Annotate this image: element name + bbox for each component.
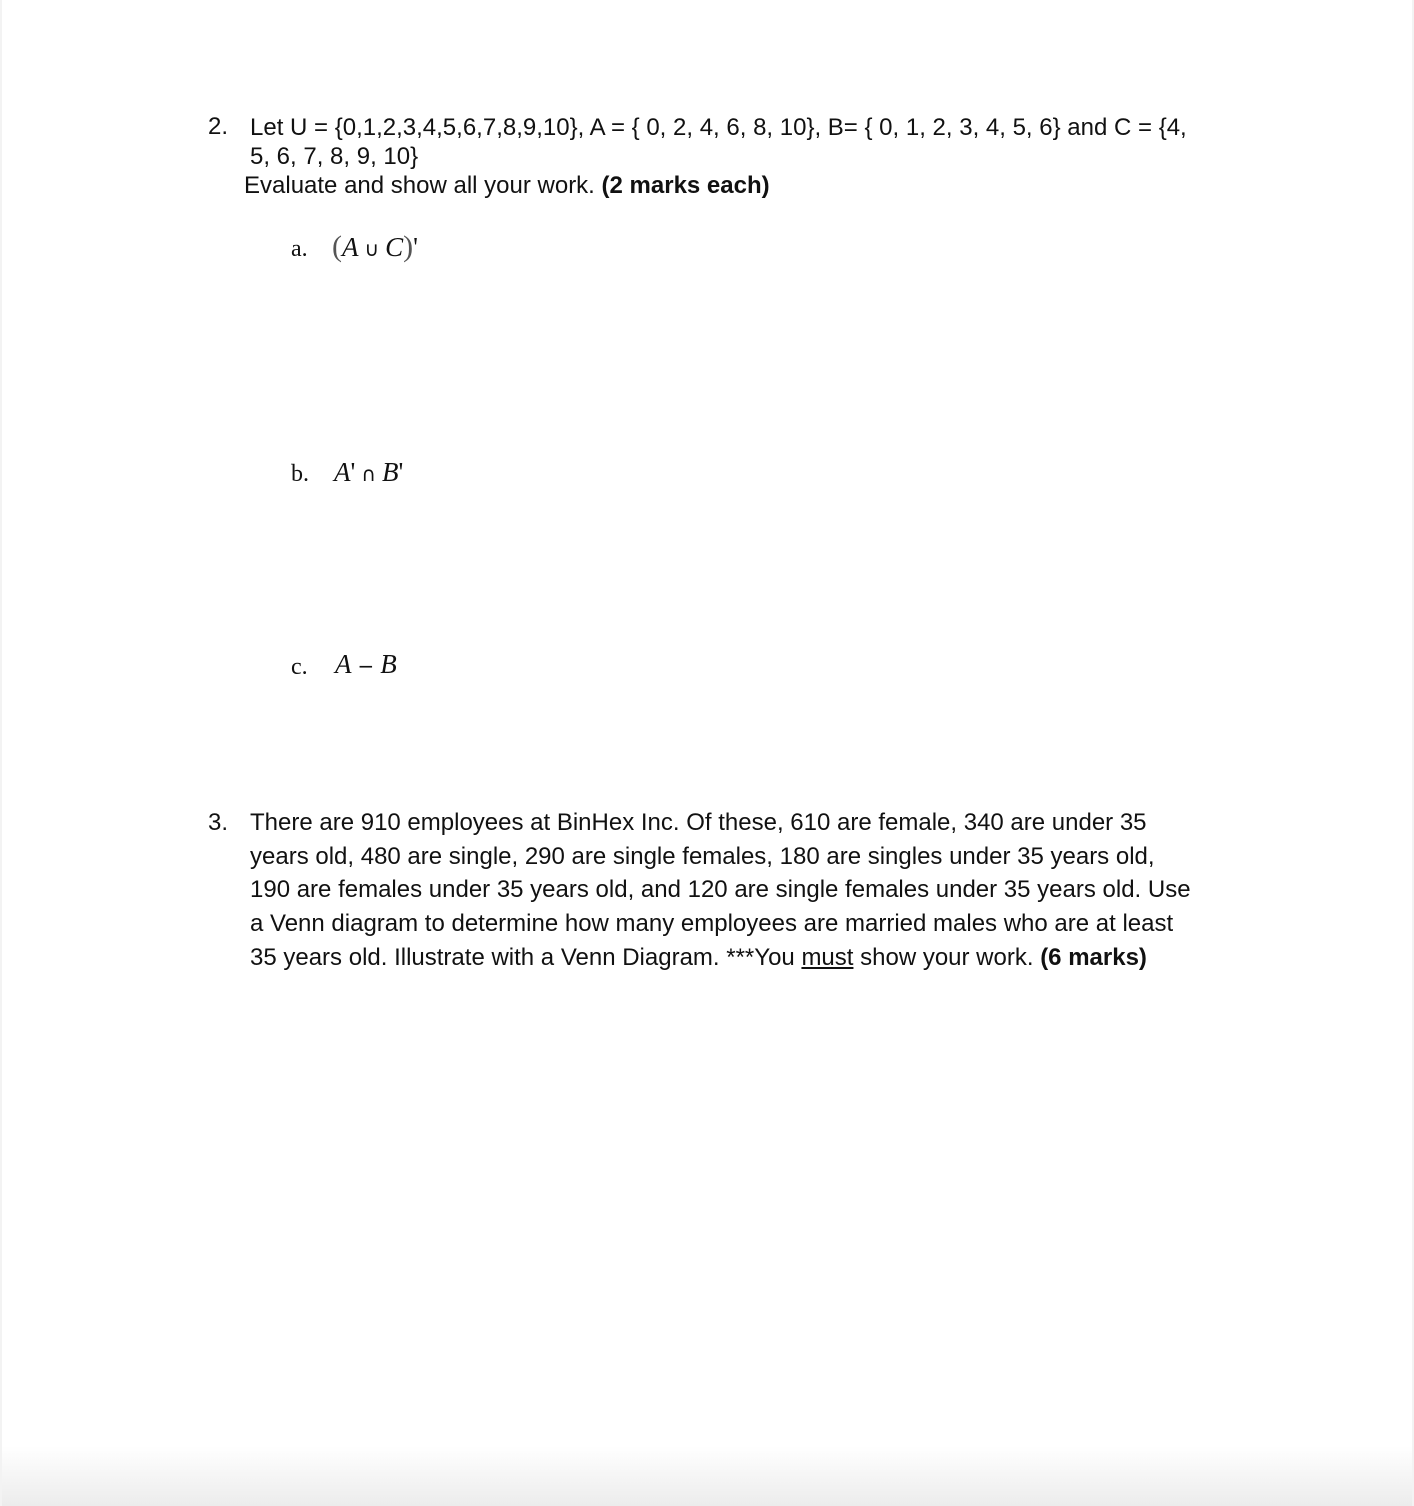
- question-3-line2: years old, 480 are single, 290 are single females, 180 are singles under 35 years old,: [250, 842, 1155, 870]
- question-3-line5-start: 35 years old. Illustrate with a Venn Diagram. ***You: [250, 943, 802, 971]
- complement-prime-a: ': [350, 457, 356, 487]
- question-3-line3: 190 are females under 35 years old, and 120 are single females under 35 years old. Use: [250, 876, 1191, 904]
- question-3-line1: There are 910 employees at BinHex Inc. Of these, 610 are female, 340 are under 35: [250, 809, 1147, 836]
- complement-prime: ': [413, 232, 419, 262]
- set-a: A: [342, 232, 359, 262]
- question-2-instruction-line: [244, 171, 770, 200]
- open-paren: (: [332, 230, 342, 263]
- question-3-line4: a Venn diagram to determine how many employees are married males who are at least: [250, 910, 1174, 938]
- part-c-expression: [335, 649, 397, 680]
- set-b: B: [382, 457, 399, 487]
- page-bottom-shadow: [2, 1446, 1412, 1506]
- intersection-symbol: ∩: [361, 462, 377, 486]
- question-3-marks: (6 marks): [1040, 943, 1147, 971]
- part-a-expression: [332, 230, 418, 264]
- set-a: A: [334, 457, 351, 487]
- part-a-label: a.: [291, 236, 308, 262]
- union-symbol: ∪: [364, 237, 380, 261]
- difference-symbol: −: [357, 654, 375, 678]
- question-3-text: [250, 806, 1191, 975]
- question-2-intro-line1: Let U = {0,1,2,3,4,5,6,7,8,9,10}, A = { 0, 2, 4, 6, 8, 10}, B= { 0, 1, 2, 3, 4, 5, 6} and C = {4,: [250, 114, 1187, 141]
- set-c: C: [385, 232, 404, 262]
- close-paren: ): [403, 230, 414, 263]
- question-2-text: [250, 113, 1187, 171]
- question-2-instruction: Evaluate and show all your work.: [244, 172, 595, 199]
- question-2-intro-line2: 5, 6, 7, 8, 9, 10}: [250, 143, 419, 170]
- question-3-number: 3.: [208, 809, 229, 836]
- question-3-line5-end: show your work.: [853, 943, 1034, 971]
- question-2-marks: (2 marks each): [601, 172, 770, 199]
- part-b-expression: [334, 457, 403, 488]
- must-emphasis: must: [801, 943, 854, 971]
- question-2-number: 2.: [208, 113, 229, 140]
- part-b-label: b.: [291, 461, 309, 487]
- part-c-label: c.: [291, 654, 308, 680]
- question-3-line5: [250, 941, 1191, 975]
- set-b: B: [380, 649, 397, 679]
- complement-prime-b: ': [398, 457, 404, 487]
- set-a: A: [335, 649, 352, 679]
- document-page: [2, 0, 1412, 1506]
